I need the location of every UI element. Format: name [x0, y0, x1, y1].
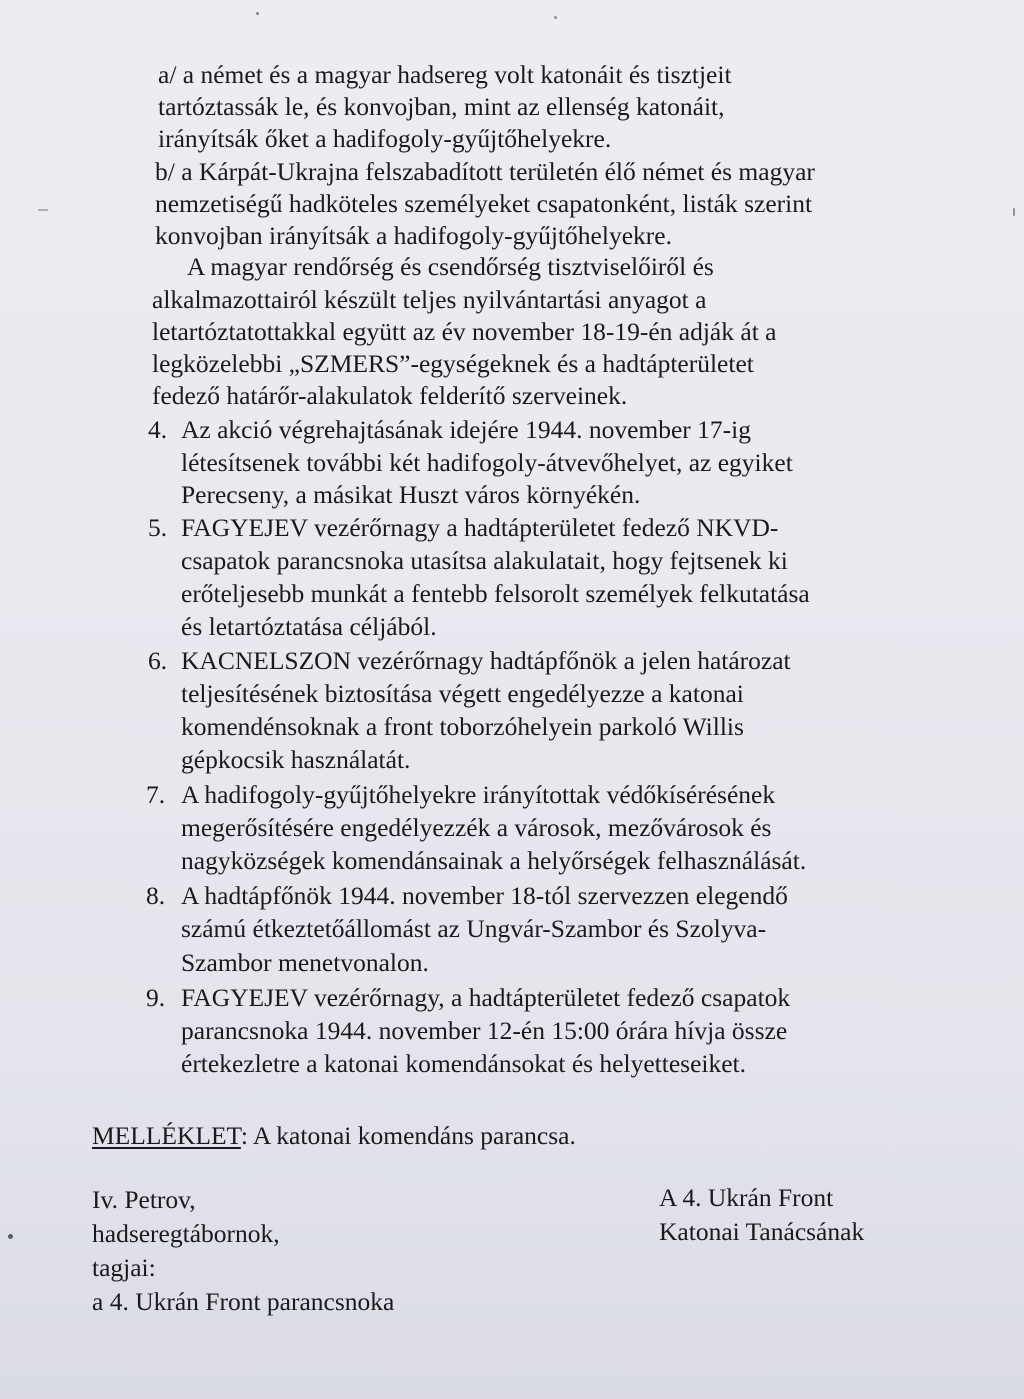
item-line: KACNELSZON vezérőrnagy hadtápfőnök a jelen határozat [181, 646, 791, 675]
signature-left-line: tagjai: [92, 1253, 156, 1282]
attachment-label: MELLÉKLET [92, 1121, 241, 1150]
item-line: Szambor menetvonalon. [181, 948, 429, 977]
item-line: számú étkeztetőállomást az Ungvár-Szambor és Szolyva- [181, 914, 767, 943]
item-number: 5. [148, 513, 168, 542]
item-line: Perecseny, a másikat Huszt város környékén. [181, 480, 641, 509]
paragraph-b-line: b/ a Kárpát-Ukrajna felszabadított területén élő német és magyar [155, 157, 815, 186]
item-line: gépkocsik használatát. [181, 745, 411, 774]
paper-speck [554, 16, 557, 19]
item-line: A hadifogoly-gyűjtőhelyekre irányítottak védőkísérésének [181, 780, 776, 809]
item-line: komendénsoknak a front toborzóhelyein parkoló Willis [181, 712, 744, 741]
item-line: megerősítésére engedélyezzék a városok, mezővárosok és [181, 813, 772, 842]
paragraph-police-line: alkalmazottairól készült teljes nyilvántartási anyagot a [152, 285, 707, 314]
item-line: erőteljesebb munkát a fentebb felsorolt személyek felkutatása [181, 579, 810, 608]
signature-left-line: Iv. Petrov, [92, 1185, 196, 1214]
item-number: 8. [146, 881, 166, 910]
item-number: 4. [148, 415, 168, 444]
attachment-separator: : [240, 1121, 248, 1150]
paragraph-police-line: legközelebbi „SZMERS”-egységeknek és a hadtápterületet [152, 349, 754, 378]
item-line: és letartóztatása céljából. [181, 612, 437, 641]
item-line: értekezletre a katonai komendánsokat és helyetteseiket. [181, 1049, 746, 1078]
paragraph-b-line: nemzetiségű hadköteles személyeket csapatonként, listák szerint [155, 189, 813, 218]
item-line: nagyközségek komendánsainak a helyőrségek felhasználását. [181, 846, 807, 875]
paper-speck [38, 209, 48, 211]
paragraph-police-line: A magyar rendőrség és csendőrség tisztviselőiről és [187, 252, 714, 281]
item-line: A hadtápfőnök 1944. november 18-tól szervezzen elegendő [181, 881, 788, 910]
paragraph-a-line: irányítsák őket a hadifogoly-gyűjtőhelyekre. [158, 124, 612, 153]
item-line: teljesítésének biztosítása végett engedélyezze a katonai [181, 679, 744, 708]
item-number: 6. [148, 646, 168, 675]
item-line: FAGYEJEV vezérőrnagy, a hadtápterületet fedező csapatok [181, 983, 791, 1012]
paper-speck [8, 1234, 13, 1239]
item-line: létesítsenek további két hadifogoly-átvevőhelyet, az egyiket [181, 448, 793, 477]
item-line: parancsnoka 1944. november 12-én 15:00 órára hívja össze [181, 1016, 788, 1045]
paper-speck [256, 12, 259, 15]
item-line: csapatok parancsnoka utasítsa alakulatait, hogy fejtsenek ki [181, 546, 788, 575]
paragraph-a-line: a/ a német és a magyar hadsereg volt katonáit és tisztjeit [158, 60, 732, 89]
paragraph-police-line: letartóztatottakkal együtt az év november 18-19-én adják át a [152, 317, 777, 346]
signature-right-line: A 4. Ukrán Front [659, 1183, 834, 1212]
item-line: Az akció végrehajtásának idejére 1944. november 17-ig [181, 415, 751, 444]
item-line: FAGYEJEV vezérőrnagy a hadtápterületet fedező NKVD- [181, 513, 779, 542]
paragraph-police-line: fedező határőr-alakulatok felderítő szerveinek. [152, 381, 628, 410]
attachment-text: A katonai komendáns parancsa. [252, 1121, 576, 1150]
signature-left-line: a 4. Ukrán Front parancsnoka [92, 1287, 395, 1316]
signature-right-line: Katonai Tanácsának [659, 1217, 865, 1246]
paragraph-a-line: tartóztassák le, és konvojban, mint az ellenség katonáit, [158, 92, 725, 121]
item-number: 7. [146, 780, 166, 809]
attachment-line [92, 1121, 576, 1151]
item-number: 9. [146, 983, 166, 1012]
paper-speck [1013, 208, 1015, 216]
paragraph-b-line: konvojban irányítsák a hadifogoly-gyűjtőhelyekre. [155, 221, 672, 250]
signature-left-line: hadseregtábornok, [92, 1219, 280, 1248]
